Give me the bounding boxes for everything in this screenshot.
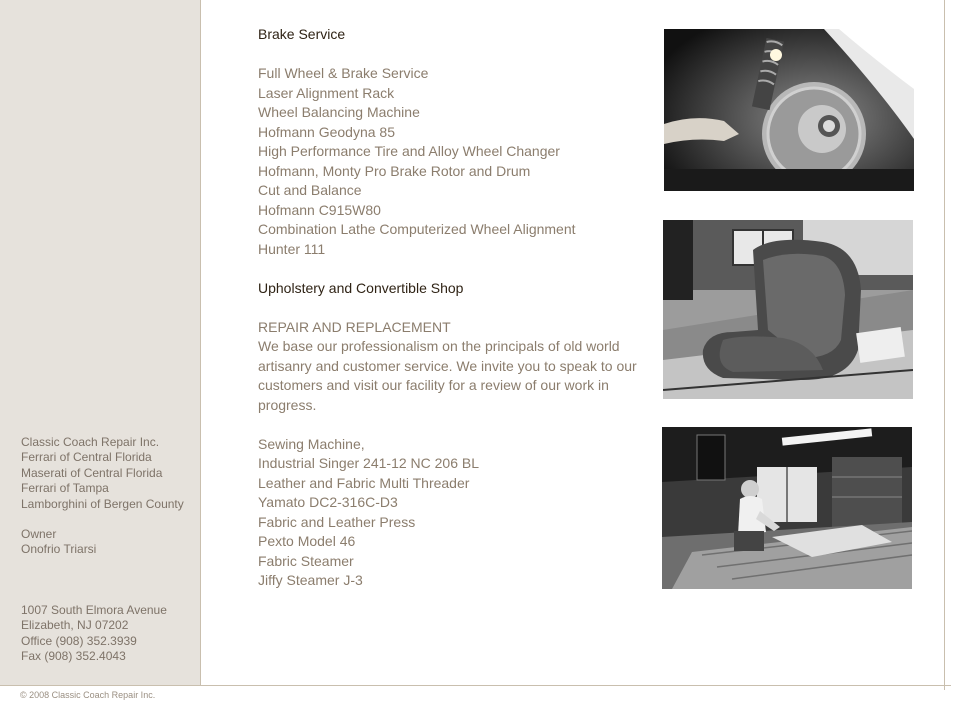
owner-name: Onofrio Triarsi <box>21 542 97 557</box>
list-item: Sewing Machine, <box>258 435 365 452</box>
copyright-notice: © 2008 Classic Coach Repair Inc. <box>20 690 156 700</box>
seat-upholstery-photo <box>663 220 913 399</box>
street-address: 1007 South Elmora Avenue <box>21 603 167 617</box>
office-phone: Office (908) 352.3939 <box>21 633 137 648</box>
list-item: Hunter 111 <box>258 240 326 257</box>
sidebar <box>0 0 201 685</box>
list-item: Hofmann Geodyna 85 <box>258 123 395 140</box>
list-item: Hofmann, Monty Pro Brake Rotor and Drum <box>258 162 531 179</box>
upholstery-heading: Upholstery and Convertible Shop <box>258 279 464 296</box>
city-address: Elizabeth, NJ 07202 <box>21 618 129 633</box>
list-item: Laser Alignment Rack <box>258 84 395 101</box>
affiliation-item: Ferrari of Tampa <box>21 481 109 496</box>
list-item: Hofmann C915W80 <box>258 201 381 218</box>
list-item: Fabric Steamer <box>258 552 354 569</box>
main-content <box>258 25 648 591</box>
upholstery-subtitle: REPAIR AND REPLACEMENT <box>258 318 451 335</box>
upholstery-equipment-list <box>258 435 648 591</box>
page-right-rule <box>944 0 945 690</box>
owner-block <box>21 527 96 558</box>
brake-rotor-photo <box>664 29 914 191</box>
affiliation-item: Ferrari of Central Florida <box>21 450 152 465</box>
list-item: High Performance Tire and Alloy Wheel Changer <box>258 143 560 159</box>
upholstery-paragraph: We base our professionalism on the principals of old world artisanry and customer service. We invite you to speak to our customers and visit our facility for a review of our work in progress. <box>258 338 637 413</box>
page-bottom-rule <box>0 685 951 686</box>
list-item: Jiffy Steamer J-3 <box>258 572 363 588</box>
affiliation-item: Lamborghini of Bergen County <box>21 496 184 511</box>
owner-label: Owner <box>21 527 57 541</box>
list-item: Industrial Singer 241-12 NC 206 BL <box>258 455 480 471</box>
list-item: Fabric and Leather Press <box>258 513 416 530</box>
brake-service-heading: Brake Service <box>258 26 346 42</box>
workshop-photo <box>662 427 912 589</box>
list-item: Pexto Model 46 <box>258 533 356 549</box>
list-item: Wheel Balancing Machine <box>258 104 420 120</box>
fax-number: Fax (908) 352.4043 <box>21 649 126 664</box>
list-item: Full Wheel & Brake Service <box>258 65 429 81</box>
brake-service-list <box>258 64 648 259</box>
list-item: Yamato DC2-316C-D3 <box>258 494 398 510</box>
list-item: Leather and Fabric Multi Threader <box>258 474 470 491</box>
affiliation-item: Maserati of Central Florida <box>21 465 163 480</box>
affiliation-item: Classic Coach Repair Inc. <box>21 435 160 449</box>
address-block <box>21 603 167 665</box>
list-item: Cut and Balance <box>258 182 362 198</box>
list-item: Combination Lathe Computerized Wheel Alignment <box>258 221 576 237</box>
affiliations-list <box>21 435 184 512</box>
